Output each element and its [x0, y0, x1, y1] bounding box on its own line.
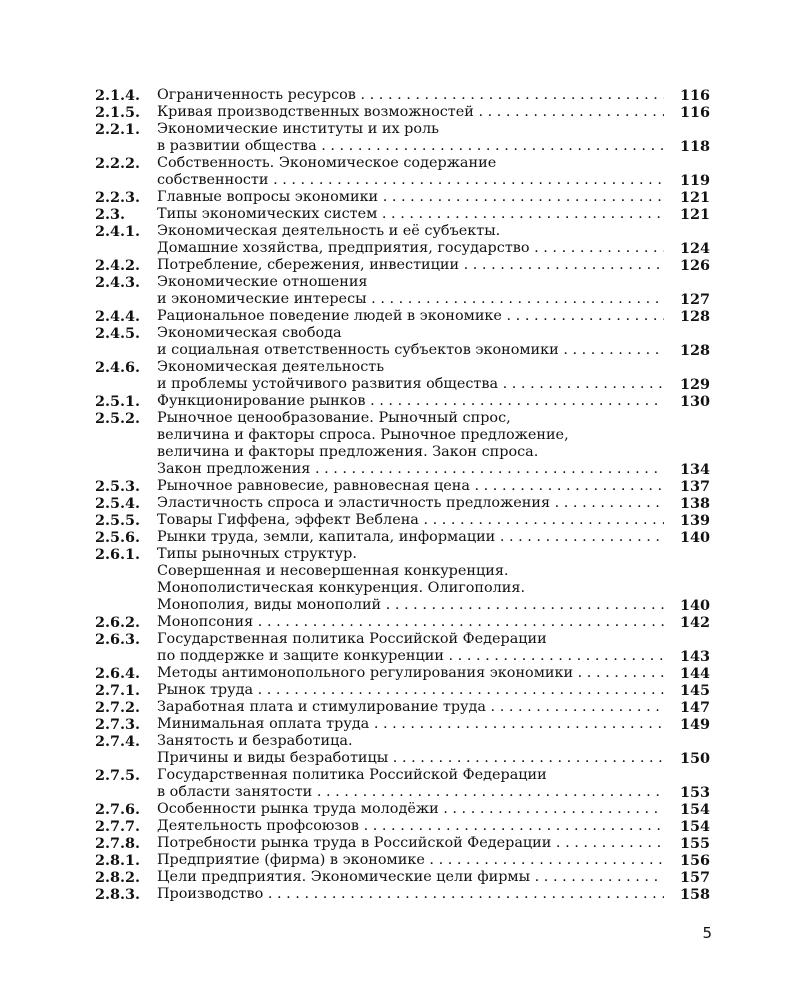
- toc-entry-title-line: Потребности рынка труда в Российской Федерации . . .: [157, 835, 664, 852]
- toc-entry-title: [157, 393, 664, 410]
- toc-entry-page: 116: [679, 87, 710, 104]
- toc-entry-number: 2.5.5.: [95, 512, 141, 529]
- toc-entry-title-line: в области занятости . . .: [157, 784, 664, 801]
- toc-entry-number: 2.7.4.: [95, 733, 141, 750]
- toc-entry-page: 118: [679, 138, 710, 155]
- toc-entry: [95, 716, 710, 733]
- toc-entry: [95, 682, 710, 699]
- toc-entry: [95, 189, 710, 206]
- toc-entry-number: 2.8.2.: [95, 869, 141, 886]
- toc-entry-title: [157, 104, 664, 121]
- toc-entry: [95, 121, 710, 155]
- toc-entry-number: 2.8.3.: [95, 886, 141, 903]
- toc-entry-number: 2.5.6.: [95, 529, 141, 546]
- toc-entry-title: [157, 325, 664, 359]
- toc-entry: [95, 87, 710, 104]
- toc-entry: [95, 546, 710, 614]
- toc-entry-number: 2.3.: [95, 206, 126, 223]
- toc-entry: [95, 393, 710, 410]
- toc-entry: [95, 308, 710, 325]
- toc-entry-title-line: Государственная политика Российской Федерации: [157, 631, 547, 647]
- toc-entry: [95, 835, 710, 852]
- toc-entry-page: 158: [679, 886, 710, 903]
- toc-entry-page: 127: [679, 291, 710, 308]
- toc-entry-number: 2.7.8.: [95, 835, 141, 852]
- toc-entry: [95, 529, 710, 546]
- toc-entry-title: [157, 682, 664, 699]
- toc-entry-page: 139: [679, 512, 710, 529]
- toc-entry-title-line: Закон предложения . . .: [157, 461, 664, 478]
- toc-entry-title: [157, 835, 664, 852]
- toc-entry-title-line: Рациональное поведение людей в экономике . . .: [157, 308, 664, 325]
- toc-entry-title: [157, 852, 664, 869]
- toc-entry-number: 2.6.1.: [95, 546, 141, 563]
- toc-entry-number: 2.4.3.: [95, 274, 141, 291]
- toc-entry-title: [157, 716, 664, 733]
- toc-entry: [95, 512, 710, 529]
- toc-entry-number: 2.7.7.: [95, 818, 141, 835]
- toc-entry-title: [157, 733, 664, 767]
- toc-entry-page: 121: [679, 189, 710, 206]
- toc-entry-title-line: и экономические интересы . . .: [157, 291, 664, 308]
- toc-entry-title: [157, 410, 664, 478]
- toc-entry-title: [157, 869, 664, 886]
- toc-entry-title: [157, 155, 664, 189]
- toc-entry-title-line: Типы рыночных структур.: [157, 546, 357, 562]
- toc-entry-page: 150: [679, 750, 710, 767]
- toc-entry-title-line: в развитии общества . . .: [157, 138, 664, 155]
- toc-entry-title-line: Экономическая деятельность и её субъекты.: [157, 223, 501, 239]
- toc-entry-title-line: Собственность. Экономическое содержание: [157, 155, 497, 171]
- toc-entry-page: 130: [679, 393, 710, 410]
- toc-entry-title: [157, 478, 664, 495]
- toc-entry-number: 2.5.1.: [95, 393, 141, 410]
- page-number: 5: [702, 924, 712, 942]
- toc-entry-title: [157, 767, 664, 801]
- toc-entry-page: 124: [679, 240, 710, 257]
- toc-entry-number: 2.7.6.: [95, 801, 141, 818]
- toc-entry-page: 144: [679, 665, 710, 682]
- toc-entry-page: 119: [679, 172, 710, 189]
- toc-entry-title-line: Функционирование рынков . . .: [157, 393, 664, 410]
- toc-entry-number: 2.6.2.: [95, 614, 141, 631]
- toc-entry: [95, 495, 710, 512]
- toc-entry-page: 147: [679, 699, 710, 716]
- toc-entry: [95, 223, 710, 257]
- toc-entry: [95, 886, 710, 903]
- toc-entry-page: 145: [679, 682, 710, 699]
- toc-entry-title-line: Экономические институты и их роль: [157, 121, 439, 137]
- toc-entry-title-line: Совершенная и несовершенная конкуренция.: [157, 563, 509, 579]
- toc-entry-title: [157, 546, 664, 614]
- toc-entry-page: 156: [679, 852, 710, 869]
- toc-entry-number: 2.1.5.: [95, 104, 141, 121]
- toc-entry-title: [157, 886, 664, 903]
- toc-entry-page: 142: [679, 614, 710, 631]
- toc-entry-title: [157, 359, 664, 393]
- toc-entry-title-line: Эластичность спроса и эластичность предложения . . .: [157, 495, 664, 512]
- toc-entry-title-line: Особенности рынка труда молодёжи . . .: [157, 801, 664, 818]
- toc-entry-title-line: величина и факторы спроса. Рыночное предложение,: [157, 427, 569, 443]
- toc-entry-page: 143: [679, 648, 710, 665]
- toc-entry-title: [157, 818, 664, 835]
- toc-entry-title: [157, 699, 664, 716]
- toc-entry-number: 2.4.4.: [95, 308, 141, 325]
- toc-entry-page: 126: [679, 257, 710, 274]
- toc-entry-number: 2.2.2.: [95, 155, 141, 172]
- toc-entry-number: 2.7.3.: [95, 716, 141, 733]
- toc-entry-title-line: Экономические отношения: [157, 274, 368, 290]
- toc-entry-title: [157, 87, 664, 104]
- toc-entry-title-line: Цели предприятия. Экономические цели фирмы . . .: [157, 869, 664, 886]
- toc-entry-page: 149: [679, 716, 710, 733]
- toc-entry-number: 2.4.6.: [95, 359, 141, 376]
- toc-entry: [95, 665, 710, 682]
- toc-entry-number: 2.2.3.: [95, 189, 141, 206]
- toc-entry: [95, 274, 710, 308]
- toc-entry-title-line: Государственная политика Российской Федерации: [157, 767, 547, 783]
- toc-entry-page: 128: [679, 308, 710, 325]
- toc-entry-title-line: Предприятие (фирма) в экономике . . .: [157, 852, 664, 869]
- toc-entry: [95, 359, 710, 393]
- toc-entry: [95, 206, 710, 223]
- toc-entry-number: 2.5.2.: [95, 410, 141, 427]
- toc-entry-number: 2.6.3.: [95, 631, 141, 648]
- toc-entry-title-line: Методы антимонопольного регулирования экономики . . .: [157, 665, 664, 682]
- toc-entry: [95, 818, 710, 835]
- toc-entry-page: 155: [679, 835, 710, 852]
- toc-entry-title-line: Главные вопросы экономики . . .: [157, 189, 664, 206]
- toc-entry-title-line: Домашние хозяйства, предприятия, государство . . .: [157, 240, 664, 257]
- toc-entry-title-line: Товары Гиффена, эффект Веблена . . .: [157, 512, 664, 529]
- toc-entry-title-line: Кривая производственных возможностей . . .: [157, 104, 664, 121]
- toc-entry-page: 138: [679, 495, 710, 512]
- toc-entry-number: 2.5.3.: [95, 478, 141, 495]
- toc-entry-number: 2.4.5.: [95, 325, 141, 342]
- toc-entry-title: [157, 223, 664, 257]
- toc-entry: [95, 631, 710, 665]
- toc-entry-page: 154: [679, 818, 710, 835]
- toc-entry: [95, 104, 710, 121]
- toc-entry-page: 153: [679, 784, 710, 801]
- toc-entry-title-line: Монопсония . . .: [157, 614, 664, 631]
- toc-entry-number: 2.8.1.: [95, 852, 141, 869]
- toc-entry-page: 140: [679, 597, 710, 614]
- toc-entry: [95, 699, 710, 716]
- toc-entry-number: 2.6.4.: [95, 665, 141, 682]
- toc-entry-title-line: Монополистическая конкуренция. Олигополия.: [157, 580, 526, 596]
- toc-entry-number: 2.1.4.: [95, 87, 141, 104]
- toc-entry: [95, 852, 710, 869]
- toc-entry-title: [157, 495, 664, 512]
- table-of-contents: [95, 87, 710, 903]
- toc-entry-page: 121: [679, 206, 710, 223]
- toc-entry-title-line: Занятость и безработица.: [157, 733, 353, 749]
- toc-entry-title: [157, 529, 664, 546]
- toc-entry-title-line: Типы экономических систем . . .: [157, 206, 664, 223]
- toc-entry-title-line: и социальная ответственность субъектов экономики . . .: [157, 342, 664, 359]
- toc-entry-title-line: Рыночное равновесие, равновесная цена . . .: [157, 478, 664, 495]
- toc-entry-number: 2.7.2.: [95, 699, 141, 716]
- toc-entry-title-line: Рынки труда, земли, капитала, информации . . .: [157, 529, 664, 546]
- toc-entry-title-line: Экономическая деятельность: [157, 359, 385, 375]
- toc-entry: [95, 257, 710, 274]
- toc-entry-title-line: Экономическая свобода: [157, 325, 342, 341]
- toc-entry-number: 2.4.2.: [95, 257, 141, 274]
- toc-entry-page: 129: [679, 376, 710, 393]
- toc-entry-title-line: по поддержке и защите конкуренции . . .: [157, 648, 664, 665]
- toc-entry-title-line: Причины и виды безработицы . . .: [157, 750, 664, 767]
- toc-entry: [95, 801, 710, 818]
- toc-entry-number: 2.7.1.: [95, 682, 141, 699]
- toc-entry-number: 2.7.5.: [95, 767, 141, 784]
- toc-entry-page: 128: [679, 342, 710, 359]
- toc-entry-number: 2.5.4.: [95, 495, 141, 512]
- toc-entry-title: [157, 614, 664, 631]
- toc-entry-title-line: Рынок труда . . .: [157, 682, 664, 699]
- toc-entry-title-line: собственности . . .: [157, 172, 664, 189]
- toc-entry: [95, 478, 710, 495]
- toc-entry-title-line: Ограниченность ресурсов . . .: [157, 87, 664, 104]
- toc-entry-title-line: Потребление, сбережения, инвестиции . . .: [157, 257, 664, 274]
- toc-entry-page: 154: [679, 801, 710, 818]
- toc-entry-title: [157, 206, 664, 223]
- toc-entry-title: [157, 801, 664, 818]
- toc-entry: [95, 767, 710, 801]
- toc-entry-title-line: Деятельность профсоюзов . . .: [157, 818, 664, 835]
- toc-entry-title: [157, 631, 664, 665]
- toc-entry: [95, 733, 710, 767]
- toc-entry-title-line: Заработная плата и стимулирование труда . . .: [157, 699, 664, 716]
- toc-entry: [95, 155, 710, 189]
- toc-entry-title-line: и проблемы устойчивого развития общества . . .: [157, 376, 664, 393]
- toc-entry-title-line: Рыночное ценообразование. Рыночный спрос,: [157, 410, 511, 426]
- toc-entry-title: [157, 665, 664, 682]
- toc-entry-title: [157, 308, 664, 325]
- toc-entry-title: [157, 512, 664, 529]
- toc-entry-page: 137: [679, 478, 710, 495]
- toc-entry-title: [157, 274, 664, 308]
- toc-entry-title: [157, 121, 664, 155]
- toc-entry-title-line: величина и факторы предложения. Закон спроса.: [157, 444, 539, 460]
- toc-entry-title-line: Производство . . .: [157, 886, 664, 903]
- toc-entry-title: [157, 189, 664, 206]
- toc-entry: [95, 869, 710, 886]
- toc-entry-page: 140: [679, 529, 710, 546]
- toc-entry-number: 2.4.1.: [95, 223, 141, 240]
- toc-entry: [95, 410, 710, 478]
- toc-entry: [95, 614, 710, 631]
- toc-entry-page: 116: [679, 104, 710, 121]
- toc-entry-page: 134: [679, 461, 710, 478]
- toc-entry-number: 2.2.1.: [95, 121, 141, 138]
- toc-entry-title-line: Монополия, виды монополий . . .: [157, 597, 664, 614]
- toc-entry-title-line: Минимальная оплата труда . . .: [157, 716, 664, 733]
- toc-entry-title: [157, 257, 664, 274]
- toc-entry: [95, 325, 710, 359]
- toc-entry-page: 157: [679, 869, 710, 886]
